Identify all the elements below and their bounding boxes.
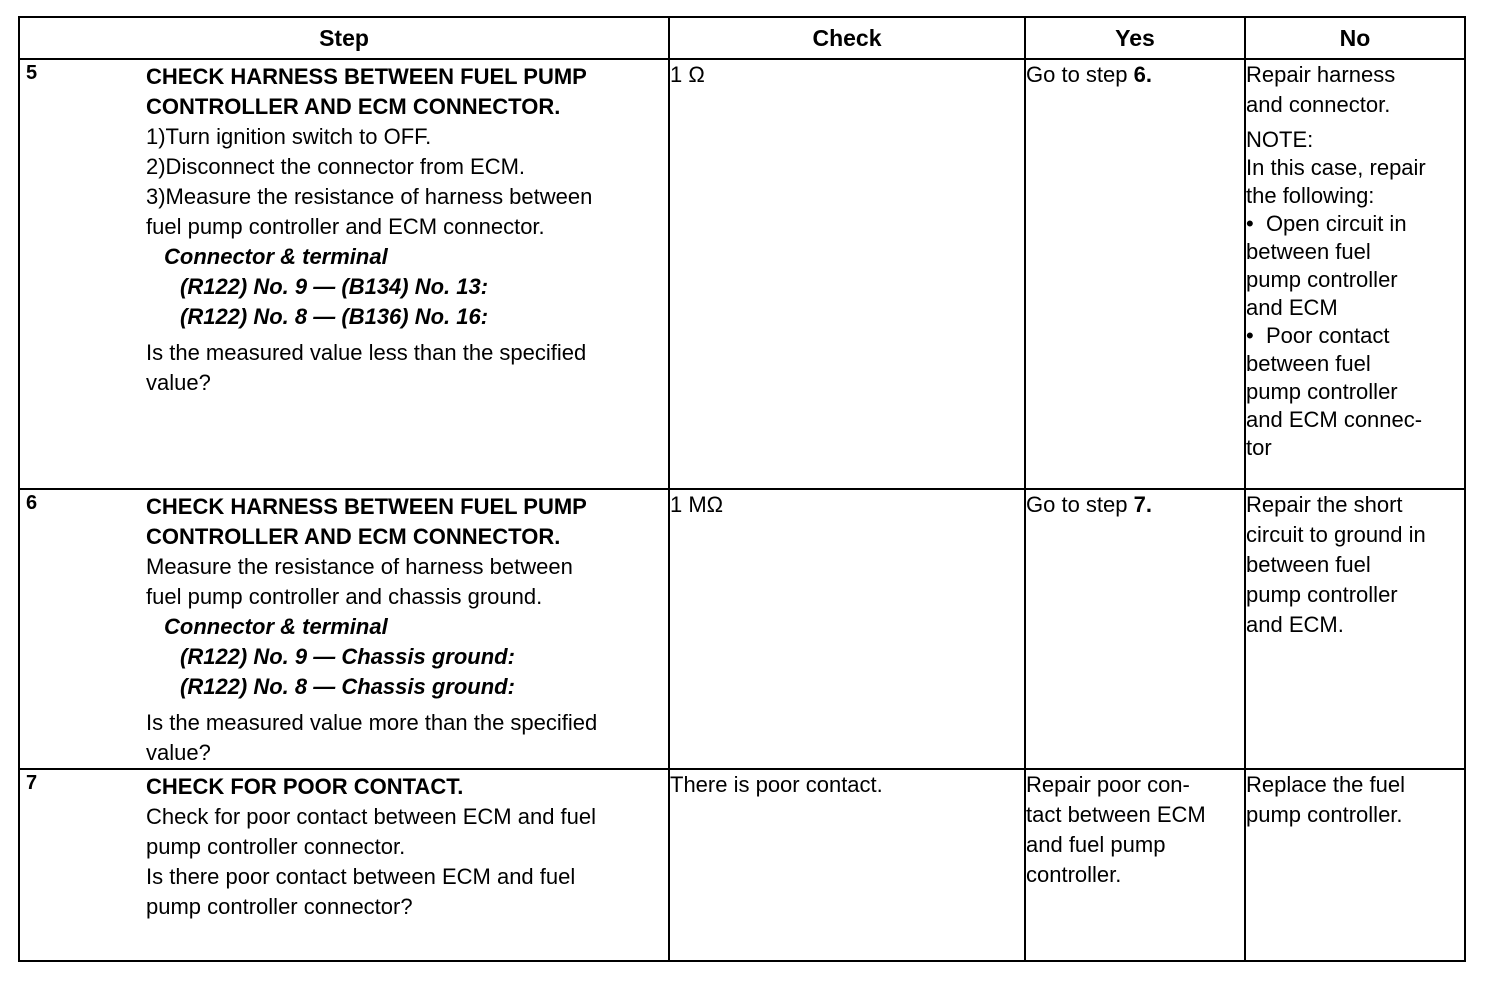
- header-check: Check: [669, 17, 1025, 59]
- check-value: There is poor contact.: [670, 772, 883, 797]
- terminal-line: (R122) No. 8 — Chassis ground:: [180, 674, 515, 699]
- check-value: 1 MΩ: [670, 492, 724, 517]
- instruction-line: 1)Turn ignition switch to OFF.: [146, 124, 432, 149]
- bullet-line: and ECM: [1246, 295, 1338, 320]
- header-no: No: [1245, 17, 1465, 59]
- yes-cell: [1025, 59, 1245, 489]
- bullet-line: between fuel: [1246, 351, 1371, 376]
- no-line: and connector.: [1246, 92, 1391, 117]
- step-cell: [19, 489, 669, 769]
- check-cell: [669, 769, 1025, 961]
- bullet-line: tor: [1246, 435, 1272, 460]
- check-value: 1 Ω: [670, 62, 705, 87]
- check-cell: [669, 59, 1025, 489]
- instruction-line: Measure the resistance of harness between: [146, 554, 573, 579]
- bullet-line: • Open circuit in: [1246, 210, 1464, 238]
- step-body: [146, 490, 668, 768]
- yes-prefix: Go to step: [1026, 492, 1134, 517]
- question-line: value?: [146, 740, 211, 765]
- step-title: CONTROLLER AND ECM CONNECTOR.: [146, 94, 561, 119]
- instruction-line: pump controller connector.: [146, 834, 406, 859]
- no-line: pump controller: [1246, 582, 1398, 607]
- yes-step-ref: 6.: [1133, 62, 1152, 87]
- question-line: Is the measured value less than the specified: [146, 340, 587, 365]
- diagnostic-table: [18, 16, 1466, 962]
- instruction-line: 3)Measure the resistance of harness between: [146, 184, 593, 209]
- step-title: CHECK HARNESS BETWEEN FUEL PUMP: [146, 494, 587, 519]
- no-line: pump controller.: [1246, 802, 1403, 827]
- table-row: [19, 59, 1465, 489]
- step-title: CONTROLLER AND ECM CONNECTOR.: [146, 524, 561, 549]
- step-body: [146, 60, 668, 398]
- instruction-line: fuel pump controller and chassis ground.: [146, 584, 543, 609]
- header-yes: Yes: [1025, 17, 1245, 59]
- yes-line: and fuel pump: [1026, 832, 1166, 857]
- question-line: value?: [146, 370, 211, 395]
- no-cell: [1245, 59, 1465, 489]
- yes-cell: [1025, 489, 1245, 769]
- yes-prefix: Go to step: [1026, 62, 1134, 87]
- check-cell: [669, 489, 1025, 769]
- connector-label: Connector & terminal: [164, 244, 388, 269]
- table-row: [19, 769, 1465, 961]
- note-block: [1246, 126, 1464, 462]
- no-cell: [1245, 489, 1465, 769]
- step-cell: [19, 59, 669, 489]
- terminal-line: (R122) No. 8 — (B136) No. 16:: [180, 304, 489, 329]
- bullet-line: between fuel: [1246, 239, 1371, 264]
- instruction-line: Check for poor contact between ECM and fuel: [146, 804, 597, 829]
- no-line: circuit to ground in: [1246, 522, 1426, 547]
- step-number: 5: [26, 62, 38, 84]
- note-label: NOTE:: [1246, 127, 1314, 152]
- yes-line: controller.: [1026, 862, 1122, 887]
- step-title: CHECK HARNESS BETWEEN FUEL PUMP: [146, 64, 587, 89]
- step-number: 6: [26, 492, 38, 514]
- step-number: 7: [26, 772, 38, 794]
- yes-step-ref: 7.: [1133, 492, 1152, 517]
- instruction-line: pump controller connector?: [146, 894, 413, 919]
- yes-line: Repair poor con-: [1026, 772, 1190, 797]
- step-body: [146, 770, 668, 922]
- bullet-line: and ECM connec-: [1246, 407, 1423, 432]
- table-row: [19, 489, 1465, 769]
- instruction-line: 2)Disconnect the connector from ECM.: [146, 154, 526, 179]
- note-line: the following:: [1246, 183, 1375, 208]
- header-row: [19, 17, 1465, 59]
- yes-line: tact between ECM: [1026, 802, 1206, 827]
- header-step: Step: [19, 17, 669, 59]
- yes-action: [1026, 60, 1244, 90]
- instruction-line: Is there poor contact between ECM and fuel: [146, 864, 576, 889]
- no-cell: [1245, 769, 1465, 961]
- no-line: Repair the short: [1246, 492, 1403, 517]
- connector-label: Connector & terminal: [164, 614, 388, 639]
- bullet-line: • Poor contact: [1246, 322, 1464, 350]
- note-line: In this case, repair: [1246, 155, 1426, 180]
- instruction-line: fuel pump controller and ECM connector.: [146, 214, 545, 239]
- terminal-line: (R122) No. 9 — (B134) No. 13:: [180, 274, 489, 299]
- question-line: Is the measured value more than the specified: [146, 710, 598, 735]
- no-line: between fuel: [1246, 552, 1371, 577]
- terminal-line: (R122) No. 9 — Chassis ground:: [180, 644, 515, 669]
- step-cell: [19, 769, 669, 961]
- no-line: and ECM.: [1246, 612, 1344, 637]
- bullet-line: pump controller: [1246, 379, 1398, 404]
- bullet-line: pump controller: [1246, 267, 1398, 292]
- no-line: Repair harness: [1246, 62, 1396, 87]
- step-title: CHECK FOR POOR CONTACT.: [146, 774, 464, 799]
- yes-action: [1026, 490, 1244, 520]
- yes-cell: [1025, 769, 1245, 961]
- no-line: Replace the fuel: [1246, 772, 1405, 797]
